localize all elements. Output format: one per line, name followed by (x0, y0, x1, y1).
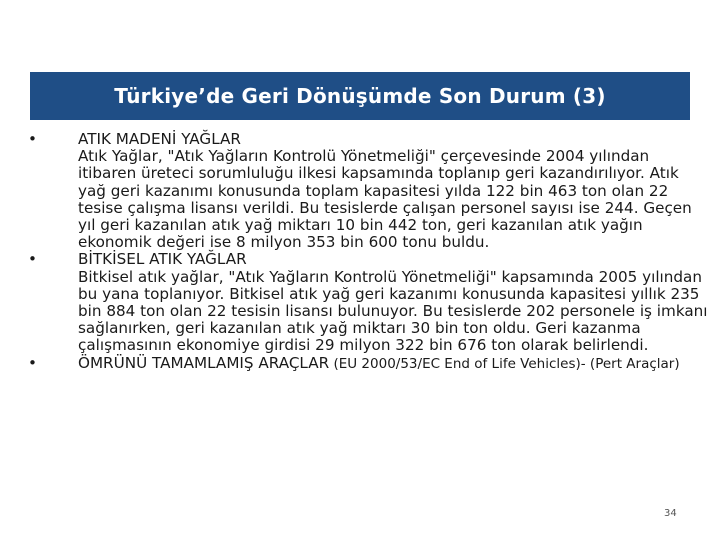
item-heading: ATIK MADENİ YAĞLAR (78, 130, 241, 148)
page-number: 34 (664, 508, 677, 519)
bullet-item-atik-madeni-yaglar (28, 131, 708, 251)
bullet-icon: • (28, 353, 37, 372)
bullet-icon: • (28, 250, 37, 269)
item-body: Atık Yağlar, "Atık Yağların Kontrolü Yönetmeliği" çerçevesinde 2004 yılından itibaren üreteci sorumluluğu ilkesi kapsamında toplanıp geri kazandırılıyor. Atık yağ geri kazanımı konusunda toplam kapasitesi yılda 122 bin 463 ton olan 22 tesise çalışma lisansı verildi. Bu tesislerde çalışan personel sayısı ise 244. Geçen yıl geri kazanılan atık yağ miktarı 10 bin 442 ton, geri kazanılan atık yağın ekonomik değeri ise 8 milyon 353 bin 600 tonu buldu. (78, 147, 692, 252)
item-heading: BİTKİSEL ATIK YAĞLAR (78, 250, 247, 269)
bullet-item-omrunu-tamamlamis-araclar (28, 355, 708, 373)
bullet-icon: • (28, 130, 37, 148)
slide-title: Türkiye’de Geri Dönüşümde Son Durum (3) (30, 72, 690, 120)
item-body: Bitkisel atık yağlar, "Atık Yağların Kontrolü Yönetmeliği" kapsamında 2005 yılından bu yana toplanıyor. Bitkisel atık yağ geri kazanımı konusunda kapasitesi yıllık 235 bin 884 ton olan 22 tesisin lisansı bulunuyor. Bu tesislerde 202 personele iş imkanı sağlanırken, geri kazanılan atık yağ miktarı 30 bin ton oldu. Geri kazanma çalışmasının ekonomiye girdisi 29 milyon 322 bin 676 ton olarak belirlendi. (78, 267, 708, 355)
item-heading: ÖMRÜNÜ TAMAMLAMIŞ ARAÇLAR (78, 353, 330, 372)
slide-content (28, 131, 708, 373)
bullet-item-bitkisel-atik-yaglar (28, 251, 708, 354)
item-heading-note: (EU 2000/53/EC End of Life Vehicles)- (Pert Araçlar) (329, 355, 680, 372)
